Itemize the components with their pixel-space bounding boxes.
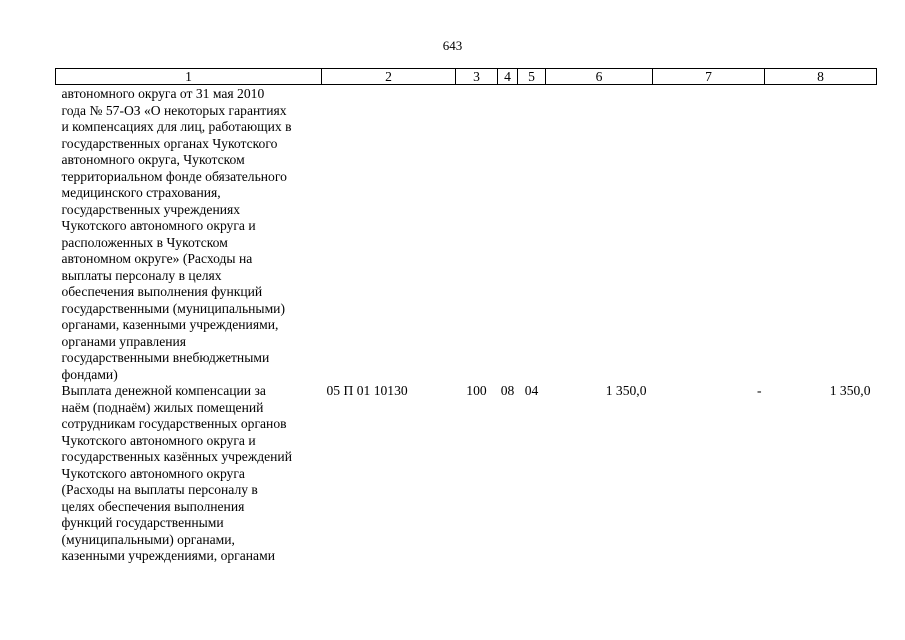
description-line: фондами) — [61, 366, 118, 382]
column-header-7: 7 — [653, 69, 765, 85]
description-line: Чукотского автономного округа — [61, 465, 245, 481]
row-c6: 1 350,0 — [605, 383, 647, 398]
description-line: государственных учреждениях — [61, 201, 241, 217]
description-line: органами, казенными учреждениями, — [61, 317, 279, 332]
description-line: наём (поднаём) жилых помещений — [61, 399, 264, 415]
description-line: территориальном фонде обязательного — [61, 168, 287, 184]
row-code — [322, 85, 456, 384]
row-c5 — [518, 85, 546, 384]
row-c3: 100 — [466, 383, 487, 398]
description-line: государственными внебюджетными — [61, 350, 270, 365]
row-description — [56, 383, 322, 565]
description-line: государственными (муниципальными) — [61, 300, 285, 316]
description-line: Чукотского автономного округа и — [61, 432, 256, 448]
row-code: 05 П 01 10130 — [326, 383, 408, 398]
row-description — [56, 85, 322, 384]
row-c8: 1 350,0 — [829, 383, 871, 398]
description-line: казенными учреждениями, органами — [61, 548, 275, 563]
description-line: автономного округа от 31 мая 2010 — [61, 86, 265, 101]
row-c7 — [653, 85, 765, 384]
description-line: Чукотского автономного округа и — [61, 218, 256, 233]
column-header-5: 5 — [518, 69, 546, 85]
description-line: государственных казённых учреждений — [61, 449, 292, 464]
row-c4 — [498, 85, 518, 384]
description-line: целях обеспечения выполнения — [61, 498, 245, 514]
row-c5: 04 — [524, 383, 539, 398]
description-line: года № 57-ОЗ «О некоторых гарантиях — [61, 102, 287, 118]
row-c3 — [456, 85, 498, 384]
description-line: функций государственными — [61, 515, 224, 530]
row-c8 — [765, 85, 877, 384]
column-header-3: 3 — [456, 69, 498, 85]
row-c7: - — [756, 383, 762, 398]
description-line: автономном округе» (Расходы на — [61, 251, 253, 266]
row-c6 — [546, 85, 653, 384]
table-row — [56, 383, 877, 565]
description-line: государственных органах Чукотского — [61, 135, 278, 151]
description-line: органами управления — [61, 333, 187, 349]
description-line: медицинского страхования, — [61, 185, 221, 200]
description-line: расположенных в Чукотском — [61, 234, 228, 250]
column-header-2: 2 — [322, 69, 456, 85]
column-header-1: 1 — [56, 69, 322, 85]
budget-table — [55, 68, 877, 565]
description-line: сотрудникам государственных органов — [61, 416, 287, 431]
column-header-8: 8 — [765, 69, 877, 85]
description-line: автономного округа, Чукотском — [61, 152, 245, 167]
page-number: 643 — [442, 38, 463, 53]
row-c4: 08 — [500, 383, 515, 398]
description-line: (муниципальными) органами, — [61, 531, 235, 547]
description-line: и компенсациях для лиц, работающих в — [61, 119, 292, 134]
table-header-row — [56, 69, 877, 85]
description-line: (Расходы на выплаты персоналу в — [61, 482, 258, 497]
table-row — [56, 85, 877, 384]
description-line: Выплата денежной компенсации за — [61, 383, 266, 398]
description-line: выплаты персоналу в целях — [61, 267, 222, 283]
column-header-4: 4 — [498, 69, 518, 85]
description-line: обеспечения выполнения функций — [61, 284, 263, 299]
column-header-6: 6 — [546, 69, 653, 85]
